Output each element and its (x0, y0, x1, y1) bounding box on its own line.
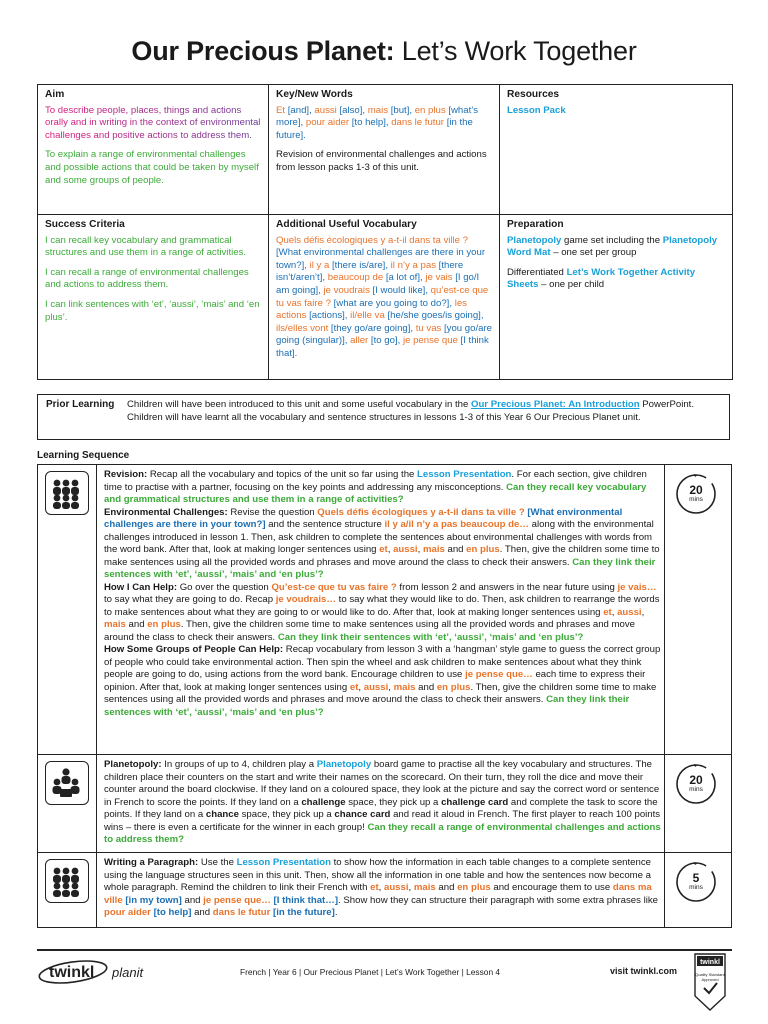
preparation-text-1: Planetopoly game set including the Planetopoly Word Mat – one set per group (507, 234, 718, 259)
sequence-step-planetopoly (37, 755, 732, 853)
preparation-heading: Preparation (507, 219, 564, 230)
revision-note: Revision of environmental challenges and actions from lesson packs 1-3 of this unit. (276, 149, 487, 173)
preparation-cell (500, 215, 733, 380)
sequence-step-content: Planetopoly: In groups of up to 4, children play a Planetopoly board game to practise all the key vocabulary and structures. The children place their counters on the start and write their names on the scorecard. On their turn, they roll the dice and move their counter around the board clockwise. If they land on a coloured space, they look at the picture and say the correct word or sentence in French to score the points. If they land on a challenge space, they pick up a challenge card and complete the task to score the points. If they land on a chance space, they pick up a chance card and read it aloud in French. The first player to reach 100 points wins – there is even a certificate for the winner in each group! Can they recall a range of environmental challenges and actions to address them? (104, 759, 661, 845)
visit-twinkl-link[interactable]: visit twinkl.com (610, 966, 678, 976)
footer-divider (37, 949, 732, 951)
timer-5-mins: 5 mins (664, 853, 731, 927)
resources-heading: Resources (507, 89, 560, 100)
resources-cell (500, 85, 733, 215)
lesson-overview-table (37, 84, 733, 380)
prior-learning-text: Children will have been introduced to this unit and some useful vocabulary in the Our Precious Planet: An Introduction PowerPoint. Children will have learnt all the vocabulary and sentence structures in lessons 1-3 of this Year 6 Our Precious Planet unit. (127, 399, 695, 423)
quality-standard-badge-icon (690, 952, 730, 1014)
prior-learning-label: Prior Learning (46, 399, 115, 410)
introduction-link[interactable]: Our Precious Planet: An Introduction (470, 399, 640, 410)
additional-heading: Additional Useful Vocabulary (276, 219, 417, 230)
aim-text-2: To explain a range of environmental challenges and possible actions that could be taken by myself and some groups of people. (45, 149, 259, 186)
lesson-presentation-link[interactable]: Lesson Presentation (236, 857, 331, 868)
sequence-step-content: Revision: Recap all the vocabulary and topics of the unit so far using the Lesson Presentation. For each section, give children time to practise with a partner, focusing on the key points and addressing any misconceptions. Can they recall key vocabulary and grammatical structures and use them in a range of activities? Environmental Challenges: Revise the question Quels défis écologiques y a-t-il dans ta ville ? [What environmental challenges are there in your town?] and the sentence structure il y a/il n’y a pas beaucoup de… along with the environmental challenges introduced in lesson 1. Then, ask children to complete the sentences about environmental challenges with words from the word bank. After that, look at making longer sentences using et, aussi, mais and en plus. Then, give the children some time to make sentences using all the provided words and phrases and move around the class to check their answers. Can they link their sentences with ‘et’, ‘aussi’, ‘mais’ and ‘en plus’? How I Can Help: Go over the question Qu’est-ce que tu vas faire ? from lesson 2 and answers in the near future using je vais… to say what they are going to do. Recap je voudrais… to say what they would like to do. Then, ask children to rearrange the words to make sentences about what they are going to or would like to do. After that, look at making longer sentences using et, aussi, mais and en plus. Then, give the children some time to make sentences using all the provided words and phrases and move around the class to check their answers. Can they link their sentences with ‘et’, ‘aussi’, ‘mais’ and ‘en plus’? How Some Groups of People Can Help: Recap vocabulary from lesson 3 with a ‘hangman’ style game to guess the correct group of people who could take environmental action. Then spin the wheel and ask children to make sentences about what they think people are going to do, using actions from the word bank. Encourage children to use je pense que… each time to express their opinion. After that, look at making longer sentences using et, aussi, mais and en plus. Then, give the children some time to make sentences using all the provided words and phrases and move around the class to check their answers. Can they link their sentences with ‘et’, ‘aussi’, ‘mais’ and ‘en plus’? (104, 469, 661, 718)
key-words-list: Et [and], aussi [also], mais [but], en plus [what’s more], pour aider [to help], dans le futur [in the future]. (276, 104, 478, 141)
success-heading: Success Criteria (45, 219, 125, 230)
sequence-step-content: Writing a Paragraph: Use the Lesson Presentation to show how the information in each table changes to a complete sentence using the language structures seen in this unit. Then, show all the information in one table and how the sentences now become a whole paragraph. Remind the children to link their French with et, aussi, mais and en plus and encourage them to use dans ma ville [in my town] and je pense que… [I think that…]. Show how they can structure their paragraph with some extra phrases like pour aider [to help] and dans le futur [in the future]. (104, 857, 658, 918)
aim-heading: Aim (45, 89, 65, 100)
twinkl-planit-logo (37, 956, 177, 986)
prior-learning-box (37, 394, 730, 440)
success-text-2: I can recall a range of environmental challenges and actions to address them. (45, 266, 249, 291)
page-title: Our Precious Planet: Let’s Work Together (131, 36, 637, 66)
key-words-cell (269, 85, 500, 215)
lesson-presentation-link[interactable]: Lesson Presentation (417, 469, 512, 480)
additional-vocab-cell (269, 215, 500, 380)
svg-text:Approved: Approved (701, 977, 719, 982)
timer-20-mins: 20 mins (664, 755, 731, 852)
additional-vocab-list: Quels défis écologiques y a-t-il dans ta ville ? [What environmental challenges are there in your town?], il y a [there is/are], il n’y a pas [there isn’t/aren’t], beaucoup de [a lot of], je vais [I go/I am going], je voudrais [I would like], qu’est-ce que tu vas faire ? [what are you going to do?], les actions [actions], il/elle va [he/she goes/is going], ils/elles vont [they go/are going], tu vas [you go/are going (singular)], aller [to go], je pense que [I think that]. (276, 234, 493, 359)
success-text-3: I can link sentences with ‘et’, ‘aussi’, ‘mais’ and ‘en plus’. (45, 298, 260, 323)
aim-cell (38, 85, 269, 215)
svg-text:Quality Standard: Quality Standard (695, 972, 725, 977)
svg-text:twinkl: twinkl (700, 959, 720, 966)
sequence-step-writing (37, 853, 732, 928)
preparation-text-2: Differentiated Let’s Work Together Activity Sheets – one per child (507, 266, 696, 291)
svg-text:planit: planit (112, 965, 144, 980)
footer-info: French | Year 6 | Our Precious Planet | Let’s Work Together | Lesson 4 (240, 967, 501, 977)
resource-lesson-pack[interactable]: Lesson Pack (507, 104, 566, 116)
class-group-icon (45, 471, 89, 515)
aim-text-1: To describe people, places, things and actions orally and in writing in the context of environmental challenges and positive actions to address them. (45, 104, 261, 141)
class-group-icon (45, 859, 89, 903)
learning-sequence-label: Learning Sequence (37, 450, 130, 461)
success-criteria-cell (38, 215, 269, 380)
success-text-1: I can recall key vocabulary and grammatical structures and use them in a range of activities. (45, 234, 247, 259)
sequence-step-revision (37, 464, 732, 755)
key-words-heading: Key/New Words (276, 89, 353, 100)
small-group-icon (45, 761, 89, 805)
timer-20-mins: 20 mins (664, 465, 731, 754)
planetopoly-link[interactable]: Planetopoly (316, 759, 372, 770)
svg-text:twinkl: twinkl (49, 964, 95, 981)
